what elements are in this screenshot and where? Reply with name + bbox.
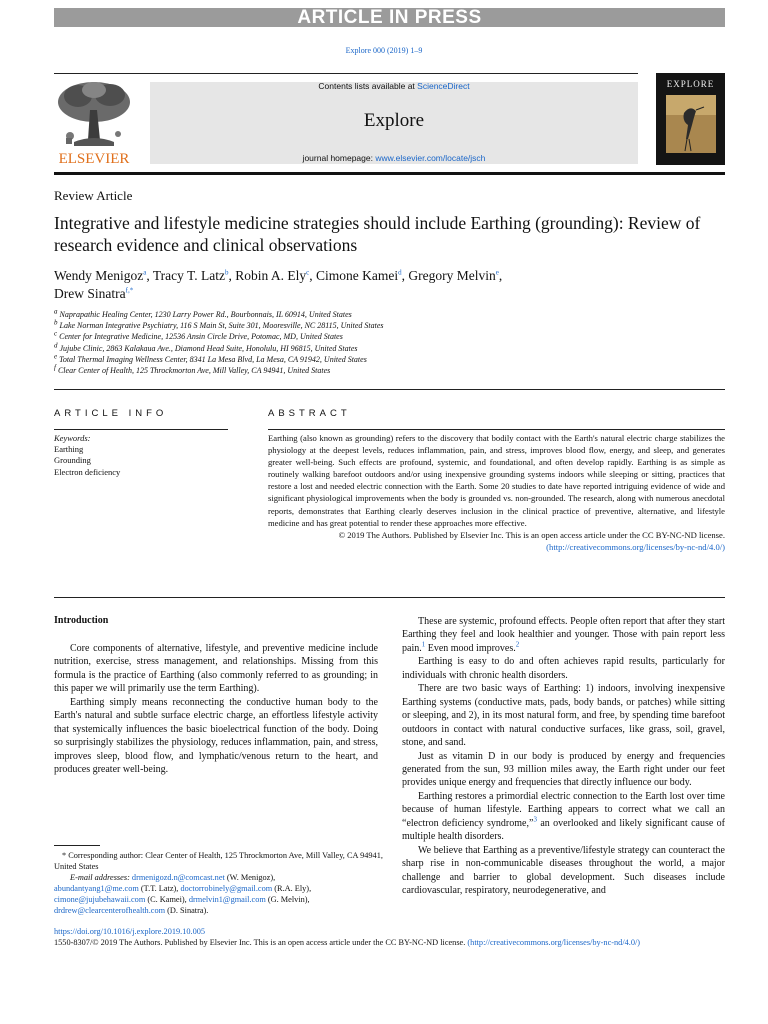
affiliation-marker: b [54, 318, 58, 327]
affiliation-text: Naprapathic Healing Center, 1230 Larry Power Rd., Bourbonnais, IL 60914, United States [57, 310, 352, 319]
affiliation-text: Total Thermal Imaging Wellness Center, 8341 La Mesa Blvd, La Mesa, CA 91942, United States [57, 354, 367, 364]
citation-link[interactable]: 2 [515, 640, 520, 649]
keywords-label: Keywords: [54, 433, 91, 443]
section-rule [54, 389, 725, 390]
text-run: Even mood improves. [425, 642, 516, 654]
author-name: Wendy Menigoz [54, 268, 144, 283]
affiliation-item [54, 331, 554, 342]
affiliation-marker: d [54, 340, 58, 349]
text-run: These are systemic, profound effects. People often report that after they start Earthing they feel and look healthier and younger. Those with pain report less pain. [402, 616, 725, 654]
email-link[interactable]: abundantyang1@me.com [54, 884, 139, 893]
affiliation-marker: e [54, 352, 58, 361]
homepage-prefix: journal homepage: [302, 153, 376, 163]
affiliations [54, 309, 554, 376]
author-name: Gregory Melvin [408, 268, 496, 283]
email-owner: (W. Menigoz), [224, 873, 276, 882]
contents-prefix: Contents lists available at [318, 81, 418, 91]
author-name: Cimone Kamei [316, 268, 399, 283]
affiliation-text: Clear Center of Health, 125 Throckmorton Ave, Mill Valley, CA 94941, United States [55, 366, 331, 376]
paragraph [402, 790, 725, 844]
journal-cover-image[interactable] [656, 73, 725, 165]
paragraph: Just as vitamin D in our body is produced by energy and frequencies generated from the sun, 93 million miles away, the Earth right under our feet provides unique energy and frequencies that directly influence our body. [402, 750, 725, 789]
email-link[interactable]: drdrew@clearcenterofhealth.com [54, 906, 166, 915]
issn-license-link[interactable]: (http://creativecommons.org/licenses/by-nc-nd/4.0/) [467, 938, 641, 947]
affiliation-marker: a [54, 307, 58, 316]
corresponding-author-footnote [54, 850, 384, 916]
affiliation-ref[interactable]: a [143, 268, 147, 277]
email-owner: (R.A. Ely), [272, 884, 312, 893]
paragraph: Core components of alternative, lifestyle, and preventive medicine include nutrition, exercise, stress management, and relationships. Missing from this formula is the practice of Earthing (also commonly referred to as grounding; in this paper we will primarily use the term Earthing). [54, 643, 378, 695]
affiliation-text: Center for Integrative Medicine, 12536 Ansin Circle Drive, Potomac, MD, United States [57, 332, 343, 342]
journal-reference-link[interactable]: Explore 000 (2019) 1–9 [345, 46, 423, 55]
article-info-rule [54, 429, 228, 430]
abstract-text: Earthing (also known as grounding) refers to the discovery that bodily contact with the Earth's natural electric charge stabilizes the physiology at the deepest levels, reduces inflammation, pain, and stress, improves blood flow, energy, and sleep, and generates greater well-being. Such effects are profound, systemic, and foundational, and often develop rapidly. Earthing is as simple as routinely walking barefoot outdoors and/or using inexpensive grounding systems indoors while sleeping or sitting, practices that restore a lost and needed electric connection with the Earth. Some 20 studies to date have reported intriguing evidence of wide and significant physiological improvements when the body is grounded vs. non-grounded. The research, along with numerous anecdotal reports, demonstrates that Earthing clearly deserves inclusion in the clinical practice of preventive, alternative, and lifestyle medicine and has great potential to render these approaches more effective. [268, 433, 725, 528]
affiliation-ref[interactable]: e [495, 268, 499, 277]
author-name: Tracy T. Latz [152, 268, 226, 283]
left-column [54, 642, 378, 777]
author-name: Drew Sinatra [54, 286, 126, 301]
email-owner: (C. Kamei), [145, 895, 189, 904]
right-column [402, 615, 725, 898]
abstract-body [268, 432, 725, 553]
corresponding-author: * Corresponding author: Clear Center of Health, 125 Throckmorton Ave, Mill Valley, CA 94941, United States [54, 851, 383, 871]
author-separator: , [401, 268, 409, 283]
keyword-item: Grounding [54, 455, 91, 466]
affiliation-marker: c [54, 329, 58, 338]
email-link[interactable]: drmelvin1@gmail.com [188, 895, 266, 904]
article-in-press-banner: ARTICLE IN PRESS [54, 8, 725, 27]
article-info-heading: ARTICLE INFO [54, 408, 168, 419]
journal-homepage-link[interactable]: www.elsevier.com/locate/jsch [375, 153, 486, 163]
affiliation-ref[interactable]: c [306, 268, 310, 277]
elsevier-logo[interactable] [54, 80, 134, 166]
author-separator: , [309, 268, 317, 283]
email-link[interactable]: doctorrobinely@gmail.com [180, 884, 273, 893]
email-link[interactable]: cimone@jujubehawaii.com [54, 895, 146, 904]
journal-homepage-line [150, 153, 638, 163]
keyword-item: Electron deficiency [54, 466, 121, 477]
author-separator: , [498, 268, 503, 283]
keywords-block [54, 433, 120, 478]
keyword-item: Earthing [54, 444, 84, 455]
email-owner: (T.T. Latz), [138, 884, 181, 893]
contents-available-line [150, 81, 638, 91]
author-name: Robin A. Ely [235, 268, 307, 283]
license-link[interactable]: (http://creativecommons.org/licenses/by-nc-nd/4.0/) [546, 541, 725, 552]
article-title: Integrative and lifestyle medicine strategies should include Earthing (grounding): Review of research evidence and clinical observations [54, 213, 701, 255]
elsevier-wordmark: ELSEVIER [58, 151, 130, 167]
citation-link[interactable]: 1 [421, 640, 426, 649]
header-rule [54, 73, 638, 74]
affiliation-marker: f [54, 363, 56, 372]
paragraph [402, 615, 725, 655]
email-owner: (G. Melvin), [265, 895, 310, 904]
paragraph: Earthing is easy to do and often achieves rapid results, particularly for individuals with chronic health disorders. [402, 656, 725, 681]
heron-icon [666, 95, 716, 153]
paragraph: We believe that Earthing as a preventive/lifestyle strategy can counteract the sharp rise in non-communicable diseases throughout the world, a major challenge and barrier to global development. Such diseases include cardiovascular, respiratory, neurodegenerative, and [402, 844, 725, 897]
affiliation-item [54, 340, 554, 354]
body-rule [54, 597, 725, 598]
text-run: an overlooked and likely significant cause of multiple health disorders. [402, 817, 725, 843]
affiliation-item [54, 365, 554, 376]
text-run: Earthing restores a primordial electric connection to the Earth lost over time because of human lifestyle. Earthing appears to correct what we call an “electron deficiency syndrome,” [402, 790, 725, 829]
email-label: E-mail addresses: [70, 873, 132, 882]
affiliation-ref[interactable]: d [398, 268, 402, 277]
author-separator: , [146, 268, 153, 283]
affiliation-text: Jujube Clinic, 2863 Kalakaua Ave., Diamond Head Suite, Honolulu, HI 96815, United States [57, 343, 358, 353]
author-separator: , [228, 268, 236, 283]
author-list [54, 267, 714, 303]
affiliation-item [54, 354, 554, 365]
email-addresses [54, 872, 384, 916]
abstract-copyright: © 2019 The Authors. Published by Elsevier Inc. This is an open access article under the CC BY-NC-ND license. [338, 529, 725, 540]
journal-title: Explore [363, 110, 425, 131]
article-type: Review Article [54, 188, 133, 203]
cover-title: EXPLORE [666, 79, 715, 89]
issn-text: 1550-8307/© 2019 The Authors. Published by Elsevier Inc. This is an open access article under the CC BY-NC-ND license. [54, 938, 468, 947]
affiliation-ref[interactable]: f,* [125, 286, 134, 295]
abstract-heading: ABSTRACT [268, 408, 351, 419]
affiliation-text: Lake Norman Integrative Psychiatry, 116 S Main St, Suite 301, Mooresville, NC 28115, United States [57, 321, 384, 331]
sciencedirect-link[interactable]: ScienceDirect [417, 81, 470, 91]
citation-link[interactable]: 3 [533, 815, 537, 824]
abstract-rule [268, 429, 725, 430]
email-owner: (D. Sinatra). [165, 906, 209, 915]
email-link[interactable]: drmenigozd.n@comcast.net [131, 873, 225, 882]
header-thick-rule [54, 172, 725, 175]
paragraph: Earthing simply means reconnecting the conductive human body to the Earth's natural and subtle surface electric charge, an effortless lifestyle activity that systemically influences the basic bioelectrical function of the body. Doing so surprisingly stabilizes the physiology, reduces inflammation, pain, and stress, improves sleep, blood flow, and lymphatic/venous return to the heart, and produces greater well-being. [54, 696, 378, 776]
issn-line [54, 938, 734, 947]
footnote-rule [54, 845, 100, 846]
affiliation-ref[interactable]: b [225, 268, 229, 277]
affiliation-item [54, 309, 554, 320]
introduction-heading: Introduction [54, 615, 109, 626]
paragraph: There are two basic ways of Earthing: 1) indoors, involving inexpensive Earthing systems (conductive mats, pads, body bands, or patches) while sitting or sleeping, and 2), in its most natural form, and free, by spending time barefoot outdoors in contact with natural conductive surfaces, like grass, soil, gravel, stone, and sand. [402, 683, 725, 749]
doi-link[interactable]: https://doi.org/10.1016/j.explore.2019.10.005 [54, 927, 206, 936]
affiliation-item [54, 320, 554, 331]
